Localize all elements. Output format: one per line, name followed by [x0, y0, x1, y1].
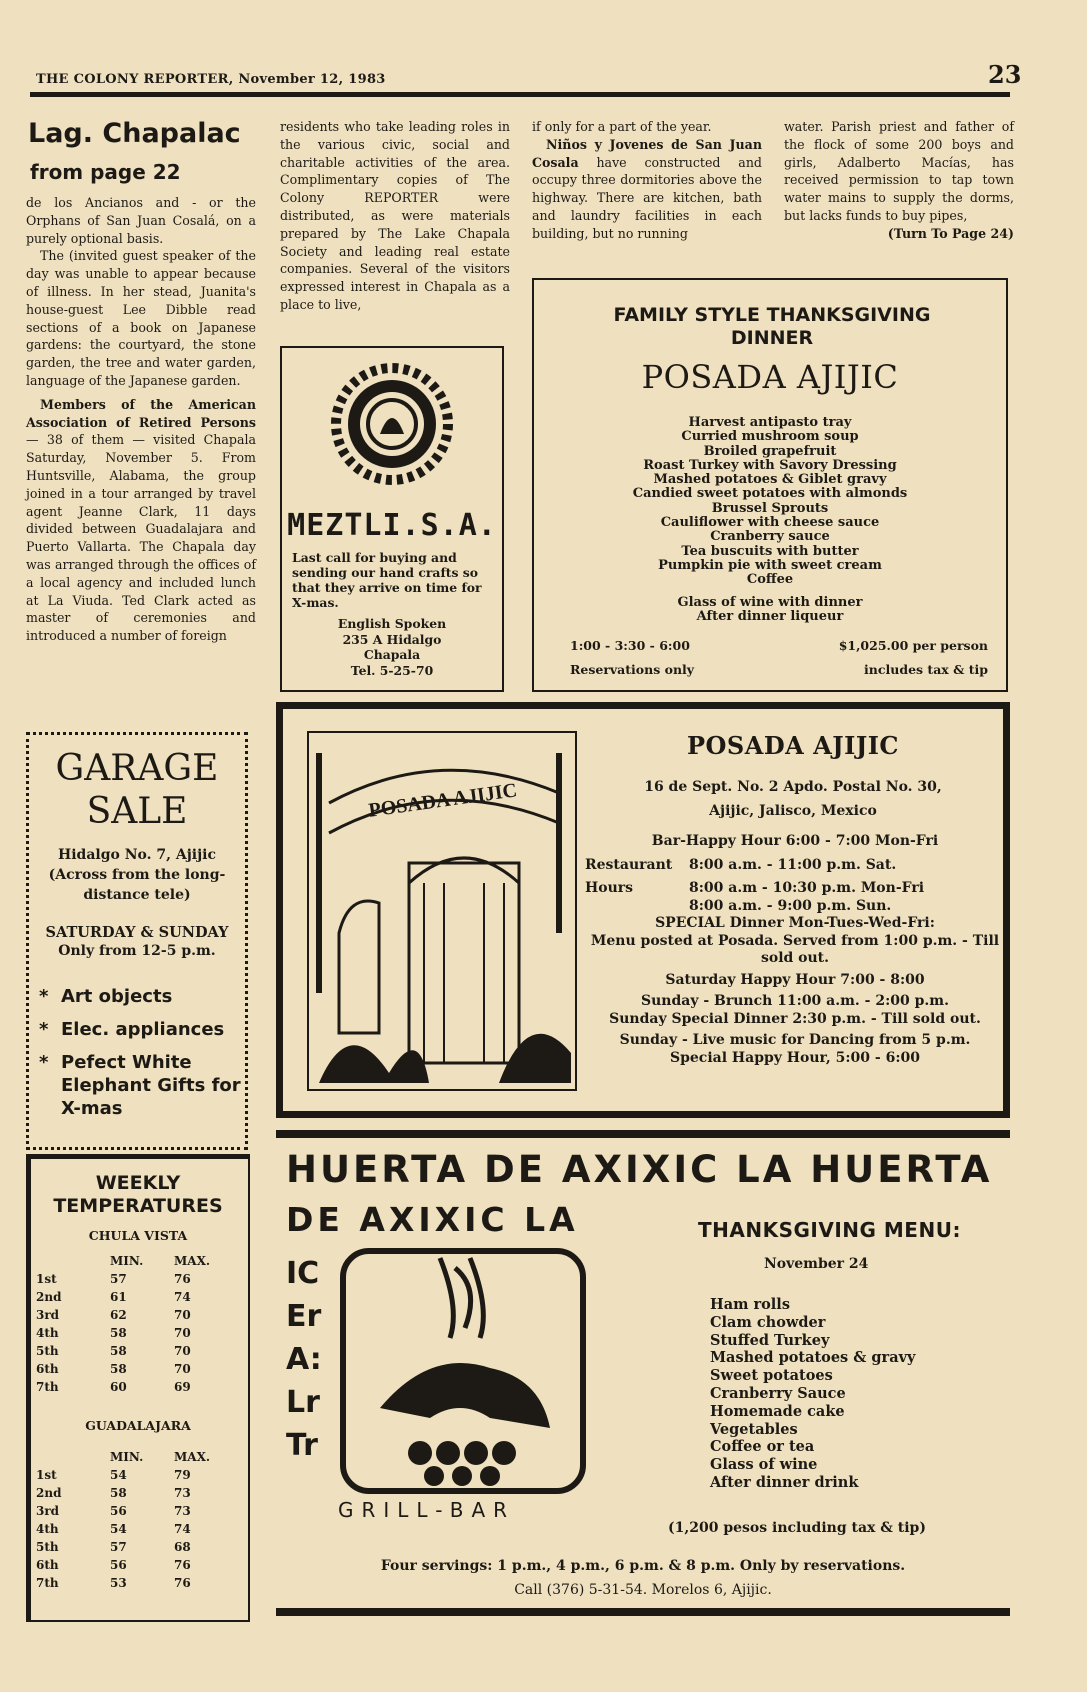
meztli-line: English Spoken: [337, 616, 447, 631]
menu-item: After dinner liqueur: [696, 608, 844, 624]
article-text: have constructed and occupy three dormitories above the highway. There are kitchen, bath and laundry facilities in each building, but no running: [532, 154, 762, 241]
table-row: 7th 53 76: [36, 1576, 191, 1590]
city-name: GUADALAJARA: [85, 1418, 191, 1433]
menu-item: Pumpkin pie with sweet cream: [658, 557, 882, 573]
huerta-side-letter: Er: [286, 1299, 322, 1334]
posada-weekday-hours: 8:00 a.m - 10:30 p.m. Mon-Fri: [689, 880, 925, 896]
publication-line: THE COLONY REPORTER, November 12, 1983: [36, 72, 386, 87]
article-column-4: [784, 118, 1014, 243]
menu-item: Homemade cake: [710, 1402, 845, 1420]
article-paragraph: residents who take leading roles in the various civic, social and charitable activities of the area. Complimentary copies of The Colony REPORTER were distributed, as were materials prepared by The Lake Chapala Society and leading real estate companies. Several of the visitors expressed interest in Chapala as a place to live,: [280, 119, 510, 312]
thanksgiving-tax: includes tax & tip: [864, 662, 988, 677]
table-row: 1st 54 79: [36, 1468, 191, 1482]
table-row: 2nd 61 74: [36, 1290, 191, 1304]
thanksgiving-times: 1:00 - 3:30 - 6:00: [570, 638, 690, 653]
table-row: 5th 57 68: [36, 1540, 191, 1554]
article-paragraph: if only for a part of the year.: [532, 119, 712, 134]
menu-item: Curried mushroom soup: [681, 429, 859, 445]
table-row: 3rd 56 73: [36, 1504, 191, 1518]
menu-item: Glass of wine with dinner: [677, 594, 863, 610]
table-header-row: [36, 1448, 236, 1466]
temperature-table: [36, 1448, 236, 1592]
table-row: 4th 58 70: [36, 1326, 191, 1340]
article-paragraph: [26, 396, 256, 645]
posada-special: SPECIAL Dinner Mon-Tues-Wed-Fri:: [655, 915, 935, 931]
article-column-1: [26, 194, 256, 645]
continued-line: (Turn To Page 24): [887, 225, 1014, 241]
thanksgiving-menu: [534, 416, 1006, 624]
article-paragraph: water. Parish priest and father of the flock of some 200 boys and girls, Adalberto Macías, has received permission to tap town water mains to supply the dorms, but lacks funds to buy pipes,: [784, 119, 1014, 223]
posada-live-music: Sunday - Live music for Dancing from 5 p.m.: [619, 1032, 971, 1048]
huerta-side-letter: Lr: [286, 1385, 320, 1420]
weekly-temperatures-box: [26, 1154, 250, 1622]
article-paragraph: The (invited guest speaker of the day was unable to appear because of illness. In her stead, Juanita's house-guest Lee Dibble read sections of a book on Japanese gardens: the courtyard, the stone garden, the tree and water garden, language of the Japanese garden.: [26, 248, 256, 388]
huerta-side-letter: IC: [286, 1256, 320, 1291]
bullet-icon: *: [39, 986, 49, 1007]
huerta-servings: Four servings: 1 p.m., 4 p.m., 6 p.m. & 8 p.m. Only by reservations.: [380, 1558, 906, 1574]
menu-item: Coffee or tea: [710, 1438, 815, 1456]
posada-gate-drawing: [309, 733, 575, 1089]
menu-item: Cranberry Sauce: [710, 1384, 846, 1402]
menu-item: Sweet potatoes: [710, 1367, 833, 1385]
bullet-icon: *: [39, 1019, 49, 1040]
garage-sale-hours: Only from 12-5 p.m.: [58, 943, 216, 959]
article-jump-line: from page 22: [30, 160, 181, 184]
garage-sale-address: Hidalgo No. 7, Ajijic: [57, 847, 216, 863]
meztli-contact: [282, 616, 502, 678]
temperatures-title: WEEKLY TEMPERATURES: [53, 1172, 223, 1217]
huerta-banner-second: DE AXIXIC LA: [286, 1200, 579, 1239]
posada-sunday-hours: 8:00 a.m. - 9:00 p.m. Sun.: [689, 897, 892, 914]
posada-ad: [276, 702, 1010, 1118]
huerta-top-rule: [276, 1130, 1010, 1138]
posada-brunch: Sunday - Brunch 11:00 a.m. - 2:00 p.m.: [641, 993, 949, 1009]
max-header: MAX.: [174, 1450, 211, 1464]
menu-item: Stuffed Turkey: [710, 1331, 830, 1349]
huerta-side-letters: [286, 1252, 326, 1467]
posada-restaurant-hours: 8:00 a.m. - 11:00 p.m. Sat.: [689, 856, 897, 873]
menu-item: Ham rolls: [710, 1296, 790, 1313]
table-row: 4th 54 74: [36, 1522, 191, 1536]
menu-item: Glass of wine: [710, 1456, 818, 1474]
table-row: 7th 60 69: [36, 1380, 191, 1394]
header-rule: [30, 92, 1010, 97]
menu-item: Mashed potatoes & gravy: [710, 1349, 916, 1367]
thanksgiving-reservations: Reservations only: [570, 662, 695, 677]
posada-special: Menu posted at Posada. Served from 1:00 p.m. - Till sold out.: [590, 932, 1000, 966]
huerta-contact: Call (376) 5-31-54. Morelos 6, Ajijic.: [514, 1582, 772, 1598]
bullet-icon: *: [39, 1052, 49, 1073]
menu-item: Broiled grapefruit: [703, 443, 837, 459]
table-row: 6th 58 70: [36, 1362, 191, 1376]
city-name: CHULA VISTA: [88, 1228, 188, 1243]
posada-bar-hours: Bar-Happy Hour 6:00 - 7:00 Mon-Fri: [651, 833, 939, 849]
garage-sale-item: * Art objects: [39, 986, 173, 1007]
table-row: 5th 58 70: [36, 1344, 191, 1358]
huerta-side-letter: A:: [286, 1342, 322, 1377]
article-paragraph: de los Ancianos and - or the Orphans of San Juan Cosalá, on a purely optional basis.: [26, 195, 256, 246]
thanksgiving-ad: [532, 278, 1008, 692]
posada-hours-label: Hours: [585, 880, 634, 896]
huerta-price: (1,200 pesos including tax & tip): [668, 1520, 926, 1536]
huerta-banner: HUERTA DE AXIXIC LA HUERTA: [286, 1148, 993, 1191]
article-column-3: [532, 118, 762, 243]
posada-sunday-dinner: Sunday Special Dinner 2:30 p.m. - Till sold out.: [609, 1010, 981, 1027]
table-row: 2nd 58 73: [36, 1486, 191, 1500]
thanksgiving-heading: FAMILY STYLE THANKSGIVING DINNER: [613, 304, 931, 349]
menu-item: Tea buscuits with butter: [681, 543, 859, 559]
meztli-ad: [280, 346, 504, 692]
posada-address-line: Ajijic, Jalisco, Mexico: [709, 803, 877, 819]
menu-item: Mashed potatoes & Giblet gravy: [653, 472, 887, 488]
article-column-2: [280, 118, 510, 314]
garage-sale-items: [39, 985, 243, 1120]
article-paragraph: [532, 136, 762, 243]
table-header-row: [36, 1252, 236, 1270]
huerta-menu: [710, 1296, 915, 1492]
posada-title: POSADA AJIJIC: [686, 731, 900, 760]
menu-item: Harvest antipasto tray: [688, 415, 852, 430]
thanksgiving-price: $1,025.00 per person: [838, 638, 988, 653]
menu-item: Roast Turkey with Savory Dressing: [643, 457, 897, 473]
posada-saturday-happy-hour: Saturday Happy Hour 7:00 - 8:00: [665, 971, 925, 988]
article-text: — 38 of them — visited Chapala Saturday, November 5. From Huntsville, Alabama, the group joined in a tour arranged by travel agent Jeanne Clark, 11 days divided between Guadalajara and Puerto Vallarta. The Chapala day was arranged through the offices of a local agency and included lunch at La Viuda. Ted Clark acted as master of ceremonies and introduced a number of foreign: [26, 432, 256, 644]
table-row: 3rd 62 70: [36, 1308, 191, 1322]
huerta-side-letter: Tr: [286, 1428, 318, 1463]
huerta-grill-bar: GRILL-BAR: [338, 1498, 516, 1522]
menu-item: Vegetables: [710, 1420, 798, 1438]
huerta-date: November 24: [764, 1256, 869, 1272]
huerta-menu-title: THANKSGIVING MENU:: [698, 1218, 961, 1242]
meztli-line: 235 A Hidalgo: [342, 631, 442, 647]
meztli-body: Last call for buying and sending our hand crafts so that they arrive on time for X-mas.: [292, 550, 482, 610]
garage-sale-title: [29, 747, 245, 833]
garage-sale-title-line: GARAGE: [55, 748, 219, 789]
posada-illustration: [307, 731, 577, 1091]
table-row: 6th 56 76: [36, 1558, 191, 1572]
menu-item: Coffee: [746, 572, 794, 588]
menu-item: Candied sweet potatoes with almonds: [632, 486, 908, 502]
garage-sale-item: * Elec. appliances: [39, 1019, 225, 1040]
posada-sunday-happy-hour: Special Happy Hour, 5:00 - 6:00: [670, 1049, 920, 1066]
temperature-table: [36, 1252, 236, 1396]
min-header: MIN.: [110, 1254, 144, 1268]
posada-address-line: 16 de Sept. No. 2 Apdo. Postal No. 30,: [644, 779, 942, 795]
article-title: Lag. Chapalac: [28, 118, 241, 149]
huerta-bottom-rule: [276, 1608, 1010, 1616]
table-row: 1st 57 76: [36, 1272, 191, 1286]
garage-sale-item: * Pefect White Elephant Gifts for X-mas: [39, 1052, 241, 1119]
posada-sign-text: POSADA AJIJIC: [367, 779, 519, 822]
menu-item: Brussel Sprouts: [711, 500, 829, 516]
page-number: 23: [988, 60, 1022, 89]
meztli-line: Tel. 5-25-70: [350, 662, 434, 678]
posada-hours: [585, 833, 1005, 1067]
thanksgiving-venue: POSADA AJIJIC: [641, 358, 899, 396]
min-header: MIN.: [110, 1450, 144, 1464]
menu-item: Clam chowder: [710, 1313, 826, 1331]
garage-sale-note: (Across from the long-distance tele): [48, 867, 226, 903]
garage-sale-title-line: SALE: [86, 791, 188, 832]
article-lead-in: Niños y Jovenes de San Juan Cosala: [532, 136, 762, 170]
garage-sale-ad: [26, 732, 248, 1150]
garage-sale-days: SATURDAY & SUNDAY: [45, 924, 229, 941]
menu-item: Cranberry sauce: [710, 529, 830, 545]
meztli-line: Chapala: [363, 647, 421, 662]
posada-restaurant-label: Restaurant: [585, 856, 673, 873]
menu-item: After dinner drink: [710, 1473, 859, 1491]
menu-item: Cauliflower with cheese sauce: [660, 515, 880, 531]
posada-address: [583, 775, 1003, 823]
huerta-logo: [340, 1248, 586, 1494]
max-header: MAX.: [174, 1254, 211, 1268]
article-lead-in: Members of the American Association of Retired Persons: [26, 396, 256, 430]
meztli-name: MEZTLI.S.A.: [287, 508, 497, 543]
meztli-logo: [330, 362, 454, 486]
